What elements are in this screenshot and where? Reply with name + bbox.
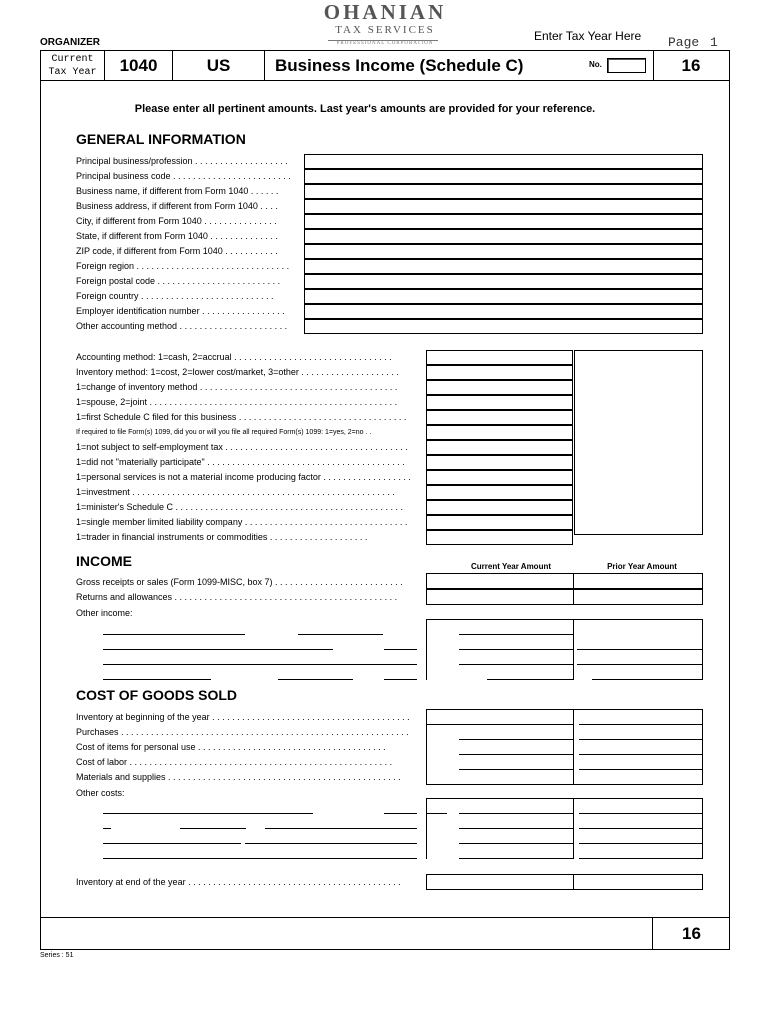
other-income-desc-line[interactable]: [278, 679, 353, 680]
cogs-row-label: Cost of items for personal use . . . . . . . . . . . . . . . . . . . . . . . . . . . . . . . . . . . . . .: [76, 742, 386, 752]
other-income-desc-line[interactable]: [103, 649, 333, 650]
accounting-row-label: 1=spouse, 2=joint . . . . . . . . . . . . . . . . . . . . . . . . . . . . . . . . . . . . . . . . . . . . . . . . . .: [76, 397, 398, 407]
business-code-input[interactable]: [304, 169, 703, 184]
other-costs-desc-line[interactable]: [265, 828, 417, 829]
cogs-heading: COST OF GOODS SOLD: [76, 687, 238, 703]
general-row-label: ZIP code, if different from Form 1040 . . . . . . . . . . .: [76, 246, 278, 256]
cogs-amounts[interactable]: [426, 709, 703, 785]
first-schedule-c-input[interactable]: [426, 410, 573, 425]
other-income-desc-line[interactable]: [103, 634, 245, 635]
form-header: [40, 50, 730, 81]
general-row-label: State, if different from Form 1040 . . . . . . . . . . . . . .: [76, 231, 278, 241]
general-row-label: Foreign country . . . . . . . . . . . . . . . . . . . . . . . . . . .: [76, 291, 274, 301]
cogs-row-label: Materials and supplies . . . . . . . . . . . . . . . . . . . . . . . . . . . . . . . . . . . . . . . . . . . . . . .: [76, 772, 401, 782]
current-year-column-header: Current Year Amount: [470, 562, 551, 571]
other-accounting-method-input[interactable]: [304, 319, 703, 334]
change-inventory-method-input[interactable]: [426, 380, 573, 395]
form-code: 16: [681, 56, 701, 75]
other-costs-amounts[interactable]: [426, 798, 703, 859]
general-row-label: Foreign postal code . . . . . . . . . . . . . . . . . . . . . . . . .: [76, 276, 281, 286]
other-income-desc-line[interactable]: [103, 679, 211, 680]
accounting-row-label: 1=personal services is not a material income producing factor . . . . . . . . . . . . . . . . . .: [76, 472, 411, 482]
accounting-row-label: 1=single member limited liability company . . . . . . . . . . . . . . . . . . . . . . . . . . . . . . . . .: [76, 517, 408, 527]
current-tax-year-label: Current Tax Year: [41, 51, 105, 80]
foreign-country-input[interactable]: [304, 289, 703, 304]
prior-year-column-header: Prior Year Amount: [607, 562, 677, 571]
accounting-row-label: 1=did not "materially participate" . . . . . . . . . . . . . . . . . . . . . . . . . . . . . . . . . . . . . . . .: [76, 457, 405, 467]
accounting-row-label: 1=investment . . . . . . . . . . . . . . . . . . . . . . . . . . . . . . . . . . . . . . . . . . . . . . . . . . . . .: [76, 487, 395, 497]
investment-input[interactable]: [426, 485, 573, 500]
other-costs-desc-line[interactable]: [103, 858, 417, 859]
general-row-label: City, if different from Form 1040 . . . . . . . . . . . . . . .: [76, 216, 277, 226]
general-information-heading: GENERAL INFORMATION: [76, 131, 246, 147]
business-address-input[interactable]: [304, 199, 703, 214]
trader-input[interactable]: [426, 530, 573, 545]
gross-receipts-label: Gross receipts or sales (Form 1099-MISC, box 7) . . . . . . . . . . . . . . . . . . . . . . . . . .: [76, 577, 403, 587]
series-label: Series : 51: [40, 952, 74, 959]
foreign-postal-code-input[interactable]: [304, 274, 703, 289]
general-row-label: Business address, if different from Form 1040 . . . .: [76, 201, 278, 211]
zip-input[interactable]: [304, 244, 703, 259]
no-label: No.: [589, 60, 602, 69]
accounting-row-label: 1=not subject to self-employment tax . . . . . . . . . . . . . . . . . . . . . . . . . . . . . . . . . . . . .: [76, 442, 408, 452]
general-row-label: Principal business code . . . . . . . . . . . . . . . . . . . . . . . .: [76, 171, 291, 181]
business-name-input[interactable]: [304, 184, 703, 199]
other-income-desc-line[interactable]: [298, 634, 383, 635]
organizer-label: ORGANIZER: [40, 37, 100, 48]
page-label: Page: [668, 35, 700, 50]
other-costs-desc-line[interactable]: [180, 828, 246, 829]
company-logo-name: OHANIAN: [323, 0, 447, 24]
form-country: US: [173, 51, 265, 80]
accounting-row-label: 1=trader in financial instruments or commodities . . . . . . . . . . . . . . . . . . . .: [76, 532, 368, 542]
returns-allowances-label: Returns and allowances . . . . . . . . . . . . . . . . . . . . . . . . . . . . . . . . . . . . . . . . . . . . .: [76, 592, 398, 602]
income-heading: INCOME: [76, 553, 132, 569]
not-materially-participate-input[interactable]: [426, 455, 573, 470]
form-number: 1040: [105, 51, 173, 80]
form-footer: [40, 917, 730, 950]
cogs-row-label: Inventory at beginning of the year . . . . . . . . . . . . . . . . . . . . . . . . . . . . . . . . . . . . . . . .: [76, 712, 410, 722]
general-row-label: Principal business/profession . . . . . . . . . . . . . . . . . . .: [76, 156, 288, 166]
other-income-label: Other income:: [76, 608, 133, 618]
intro-text: Please enter all pertinent amounts. Last year's amounts are provided for your reference.: [134, 103, 596, 115]
general-row-label: Business name, if different from Form 1040 . . . . . .: [76, 186, 279, 196]
page-number: 1: [710, 35, 718, 50]
principal-business-input[interactable]: [304, 154, 703, 169]
other-income-desc-line[interactable]: [384, 679, 417, 680]
form-title: Business Income (Schedule C): [275, 56, 524, 75]
tax-year-hint[interactable]: Enter Tax Year Here: [534, 29, 642, 43]
company-logo-subtitle: TAX SERVICES: [335, 24, 435, 36]
other-income-desc-line[interactable]: [384, 649, 417, 650]
state-input[interactable]: [304, 229, 703, 244]
other-costs-desc-line[interactable]: [103, 828, 111, 829]
city-input[interactable]: [304, 214, 703, 229]
general-row-label: Employer identification number . . . . . . . . . . . . . . . . .: [76, 306, 285, 316]
general-row-label: Foreign region . . . . . . . . . . . . . . . . . . . . . . . . . . . . . . .: [76, 261, 290, 271]
cogs-row-label: Purchases . . . . . . . . . . . . . . . . . . . . . . . . . . . . . . . . . . . . . . . . . . . . . . . . . . . . . . . . . .: [76, 727, 409, 737]
accounting-row-label: Accounting method: 1=cash, 2=accrual . . . . . . . . . . . . . . . . . . . . . . . . . . . . . . . .: [76, 352, 392, 362]
inventory-end-row[interactable]: [426, 874, 703, 890]
form-1099-required-input[interactable]: [426, 425, 573, 440]
accounting-row-label: 1=change of inventory method . . . . . . . . . . . . . . . . . . . . . . . . . . . . . . . . . . . . . . . .: [76, 382, 398, 392]
spouse-joint-input[interactable]: [426, 395, 573, 410]
minister-schedule-c-input[interactable]: [426, 500, 573, 515]
single-member-llc-input[interactable]: [426, 515, 573, 530]
other-costs-desc-line[interactable]: [103, 843, 241, 844]
other-costs-desc-line[interactable]: [384, 813, 417, 814]
ein-input[interactable]: [304, 304, 703, 319]
returns-allowances-row[interactable]: [426, 589, 703, 605]
accounting-method-input[interactable]: [426, 350, 573, 365]
company-logo-tagline: PROFESSIONAL CORPORATION: [336, 41, 434, 46]
cogs-row-label: Cost of labor . . . . . . . . . . . . . . . . . . . . . . . . . . . . . . . . . . . . . . . . . . . . . . . . . . . . .: [76, 757, 393, 767]
other-costs-label: Other costs:: [76, 788, 125, 798]
other-costs-desc-line[interactable]: [245, 843, 417, 844]
other-costs-desc-line[interactable]: [103, 813, 313, 814]
general-row-label: Other accounting method . . . . . . . . . . . . . . . . . . . . . .: [76, 321, 288, 331]
no-input[interactable]: [607, 58, 646, 73]
not-subject-se-tax-input[interactable]: [426, 440, 573, 455]
accounting-row-label: 1=first Schedule C filed for this business . . . . . . . . . . . . . . . . . . . . . . . . . . . . . . . . . .: [76, 412, 407, 422]
gross-receipts-row[interactable]: [426, 573, 703, 589]
inventory-method-input[interactable]: [426, 365, 573, 380]
footer-form-code: 16: [652, 917, 730, 950]
other-income-amounts[interactable]: [426, 619, 703, 680]
accounting-notes-box[interactable]: [574, 350, 703, 535]
accounting-row-label: 1=minister's Schedule C . . . . . . . . . . . . . . . . . . . . . . . . . . . . . . . . . . . . . . . . . . . . . .: [76, 502, 404, 512]
accounting-row-label: Inventory method: 1=cost, 2=lower cost/market, 3=other . . . . . . . . . . . . . . . . . . . .: [76, 367, 399, 377]
accounting-row-label: If required to file Form(s) 1099, did you or will you file all required Form(s) 1099: 1=yes, 2=no . .: [76, 429, 372, 436]
personal-services-input[interactable]: [426, 470, 573, 485]
inventory-end-label: Inventory at end of the year . . . . . . . . . . . . . . . . . . . . . . . . . . . . . . . . . . . . . . . . . . .: [76, 877, 401, 887]
foreign-region-input[interactable]: [304, 259, 703, 274]
other-income-desc-line[interactable]: [103, 664, 417, 665]
